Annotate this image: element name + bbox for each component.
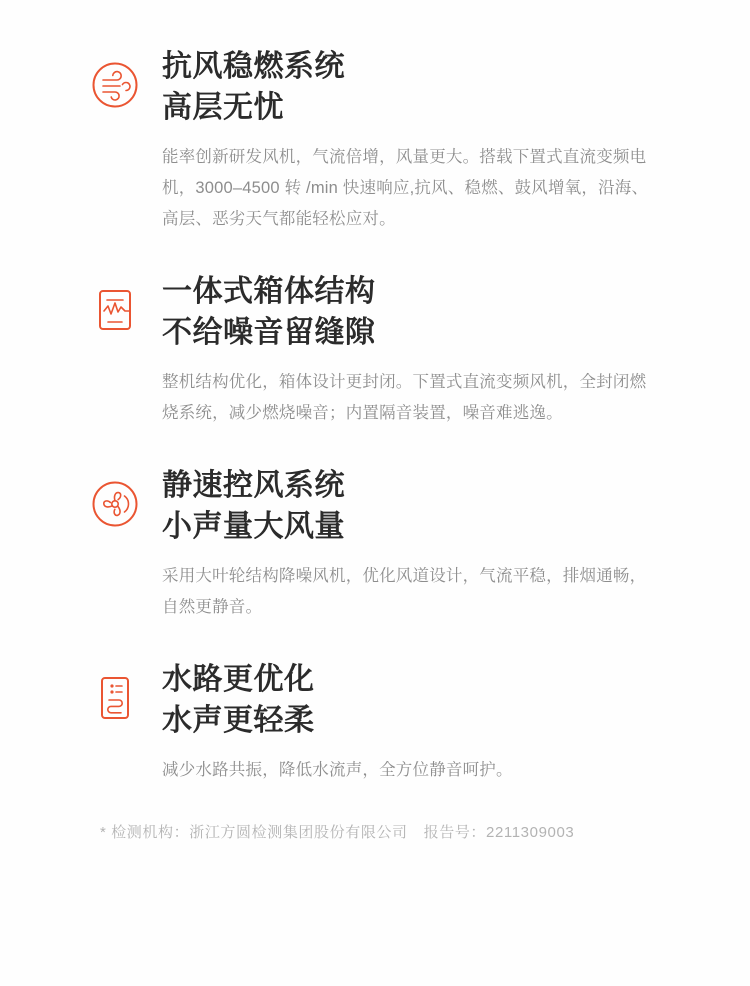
feature-icon-container <box>88 269 162 337</box>
feature-headline <box>162 271 678 353</box>
footnote-report-label: 报告号： <box>423 824 487 841</box>
feature-icon-container <box>88 657 162 725</box>
wind-circle-icon <box>88 58 142 112</box>
feature-headline-line2: 高层无忧 <box>162 91 284 124</box>
feature-item <box>0 44 750 235</box>
footnote-report-number: 2211309003 <box>486 824 575 841</box>
feature-description: 能率创新研发风机，气流倍增，风量更大。搭载下置式直流变频电机，3000–4500 转 /min 快速响应,抗风、稳燃、鼓风增氧，沿海、高层、恶劣天气都能轻松应对。 <box>162 148 649 228</box>
sealed-cabinet-icon <box>88 283 142 337</box>
footnote-prefix: * 检测机构： <box>100 824 190 841</box>
feature-headline-line2: 不给噪音留缝隙 <box>162 316 376 349</box>
feature-headline-line2: 小声量大风量 <box>162 510 345 543</box>
feature-headline-line1: 静速控风系统 <box>162 469 345 502</box>
feature-headline-line2: 水声更轻柔 <box>162 704 315 737</box>
feature-headline <box>162 659 678 741</box>
fan-circle-icon <box>88 477 142 531</box>
feature-headline-line1: 一体式箱体结构 <box>162 275 376 308</box>
feature-item <box>0 657 750 786</box>
feature-item <box>0 269 750 429</box>
feature-headline <box>162 46 678 128</box>
footnote <box>0 820 750 846</box>
water-pipe-icon <box>88 671 142 725</box>
feature-headline-line1: 水路更优化 <box>162 663 315 696</box>
feature-text-block <box>162 463 678 623</box>
feature-text-block <box>162 44 678 235</box>
feature-description: 整机结构优化，箱体设计更封闭。下置式直流变频风机，全封闭燃烧系统，减少燃烧噪音；内置隔音装置，噪音难逃逸。 <box>162 373 647 422</box>
feature-description: 减少水路共振，降低水流声，全方位静音呵护。 <box>162 761 513 779</box>
feature-icon-container <box>88 44 162 112</box>
feature-headline <box>162 465 678 547</box>
feature-item <box>0 463 750 623</box>
feature-headline-line1: 抗风稳燃系统 <box>162 50 345 83</box>
feature-description: 采用大叶轮结构降噪风机，优化风道设计，气流平稳，排烟通畅，自然更静音。 <box>162 567 647 616</box>
feature-text-block <box>162 657 678 786</box>
feature-icon-container <box>88 463 162 531</box>
feature-text-block <box>162 269 678 429</box>
footnote-organization: 浙江方圆检测集团股份有限公司 <box>189 824 408 841</box>
